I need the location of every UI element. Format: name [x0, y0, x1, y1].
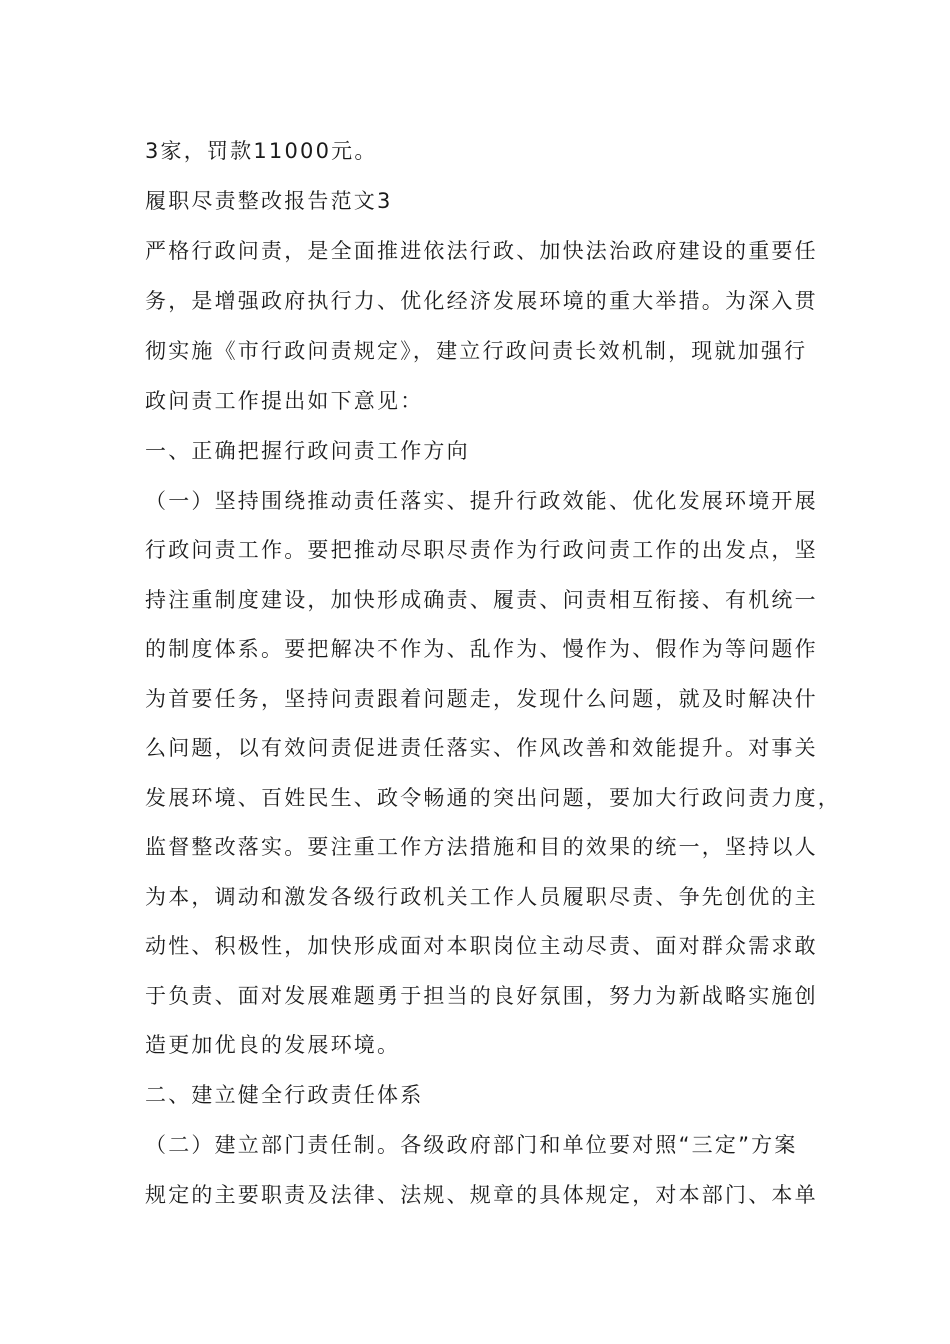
text-line: 彻实施《市行政问责规定》，建立行政问责长效机制，现就加强行 [145, 339, 808, 363]
text-line: 发展环境、百姓民生、政令畅通的突出问题，要加大行政问责力度， [145, 786, 841, 810]
text-line: 的制度体系。要把解决不作为、乱作为、慢作为、假作为等问题作 [145, 637, 818, 661]
text-line: 监督整改落实。要注重工作方法措施和目的效果的统一，坚持以人 [145, 835, 818, 859]
text-line: （二）建立部门责任制。各级政府部门和单位要对照“三定”方案 [145, 1133, 798, 1157]
text-line: 政问责工作提出如下意见： [145, 389, 424, 413]
text-line: 规定的主要职责及法律、法规、规章的具体规定，对本部门、本单 [145, 1183, 818, 1207]
section-heading: 一、正确把握行政问责工作方向 [145, 439, 470, 463]
text-line: 为首要任务，坚持问责跟着问题走，发现什么问题，就及时解决什 [145, 687, 818, 711]
text-line: 务，是增强政府执行力、优化经济发展环境的重大举措。为深入贯 [145, 289, 818, 313]
text-line: 动性、积极性，加快形成面对本职岗位主动尽责、面对群众需求敢 [145, 934, 818, 958]
section-heading: 履职尽责整改报告范文3 [145, 189, 393, 213]
section-heading: 二、建立健全行政责任体系 [145, 1083, 424, 1107]
text-line: 持注重制度建设，加快形成确责、履责、问责相互衔接、有机统一 [145, 588, 818, 612]
text-line: 严格行政问责，是全面推进依法行政、加快法治政府建设的重要任 [145, 239, 818, 263]
text-line: 3家，罚款11000元。 [145, 139, 378, 163]
text-line: 为本，调动和激发各级行政机关工作人员履职尽责、争先创优的主 [145, 885, 818, 909]
text-line: 么问题，以有效问责促进责任落实、作风改善和效能提升。对事关 [145, 736, 818, 760]
text-line: （一）坚持围绕推动责任落实、提升行政效能、优化发展环境开展 [145, 489, 818, 513]
text-line: 于负责、面对发展难题勇于担当的良好氛围，努力为新战略实施创 [145, 984, 818, 1008]
text-line: 造更加优良的发展环境。 [145, 1033, 401, 1057]
text-line: 行政问责工作。要把推动尽职尽责作为行政问责工作的出发点，坚 [145, 538, 818, 562]
